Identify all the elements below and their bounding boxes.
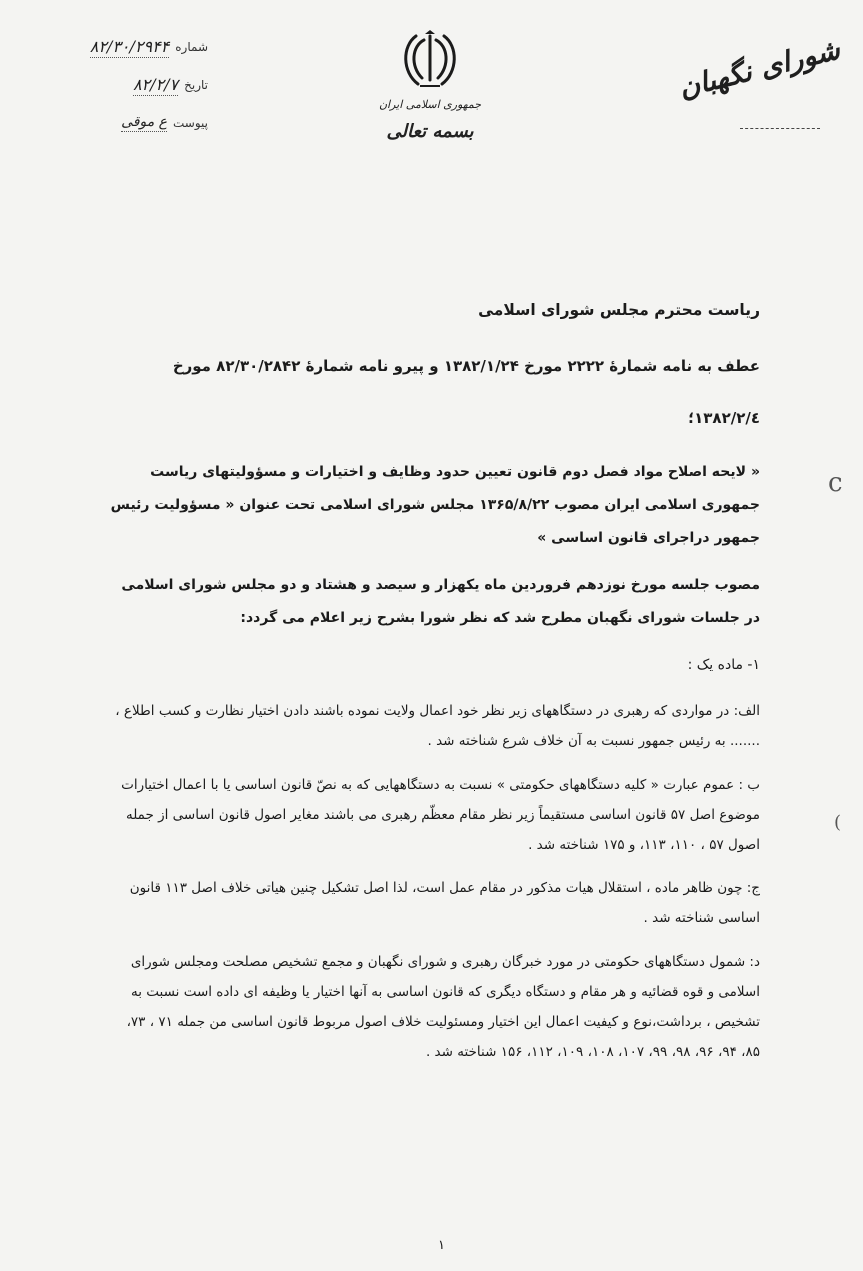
article-heading: ۱- ماده یک : [687,657,760,673]
date-label: تاریخ [184,78,208,92]
logo-text: شورای نگهبان [675,32,844,105]
letter-body [110,290,760,1080]
reference-line: عطف به نامه شمارۀ ۲۲۲۲ مورخ ۱۳۸۲/۱/۲۴ و پیرو نامه شمارۀ ۸۲/۳۰/۲۸۴۲ مورخ ۱۳۸۲/۲/٤؛ [172,357,760,427]
guardian-council-logo [675,18,850,138]
clause-alef: الف: در مواردی که رهبری در دستگاههای زیر نظر خود اعمال ولایت نموده باشند دادن اختیار نظارت و کسب اطلاع ، ....... به رئیس جمهور نسبت به آن خلاف شرع شناخته شد . [115,703,760,749]
logo-divider [740,128,820,129]
clause-jim: ج: چون ظاهر ماده ، استقلال هیات مذکور در مقام عمل است، لذا اصل تشکیل چنین هیاتی خلاف اصل ۱۱۳ قانون اساسی شناخته شد . [129,880,760,926]
ratification-intro: مصوب جلسه مورخ نوزدهم فروردین ماه یکهزار و سیصد و هشتاد و دو مجلس شورای اسلامی در جلسات شورای نگهبان مطرح شد که نظر شورا بشرح زیر اعلام می گردد: [121,577,760,626]
motto: بسمه تعالی [386,121,474,142]
date-row [8,66,208,104]
recipient: ریاست محترم مجلس شورای اسلامی [478,301,760,319]
attachment-row [8,104,208,142]
iran-emblem-icon [398,30,462,92]
margin-mark: c [828,468,843,498]
number-row [8,28,208,66]
date-value: ۸۲/۲/۷ [132,74,179,94]
bill-title: « لایحه اصلاح مواد فصل دوم قانون تعیین حدود وظایف و اختیارات و مسؤولیتهای ریاست جمهوری اسلامی ایران مصوب ۱۳۶۵/۸/۲۲ مجلس شورای اسلامی تحت عنوان « مسؤولیت رئیس جمهور دراجرای قانون اساسی » [110,464,760,546]
attachment-value: ع موقی [121,114,167,130]
number-label: شماره [175,40,208,54]
attachment-label: پیوست [173,116,208,130]
number-value: ۸۲/۳۰/۲۹۴۴ [89,36,170,56]
clause-be: ب : عموم عبارت « کلیه دستگاههای حکومتی » نسبت به دستگاههایی که به نصّ قانون اساسی یا با اعمال اختیارات موضوع اصل ۵۷ قانون اساسی مستقیماً زیر نظر مقام معظّم رهبری می باشند مغایر اصول قانون اساسی از جمله اصول ۵۷ ، ۱۱۰، ۱۱۳، و ۱۷۵ شناخته شد . [121,776,760,853]
emblem-caption: جمهوری اسلامی ایران [378,98,482,111]
margin-mark: ( [834,812,842,833]
letter-meta [8,28,208,142]
clause-dal: د: شمول دستگاههای حکومتی در مورد خبرگان رهبری و شورای نگهبان و مجمع تشخیص مصلحت ومجلس شورای اسلامی و قوه قضائیه و هر مقام و دستگاه دیگری که قانون اساسی به آنها اختیار یا وظیفه ای داده است نسبت به تشخیص ، برداشت،نوع و کیفیت اعمال این اختیار ومسئولیت خلاف اصول مربوط قانون اساسی من جمله ۷۱ ، ۷۳، ۸۵، ۹۴، ۹۶، ۹۸، ۹۹، ۱۰۷، ۱۰۸، ۱۰۹، ۱۱۲، ۱۵۶ شناخته شد . [126,953,760,1060]
letterhead-emblem [360,30,500,142]
page-number: ۱ [438,1238,445,1253]
